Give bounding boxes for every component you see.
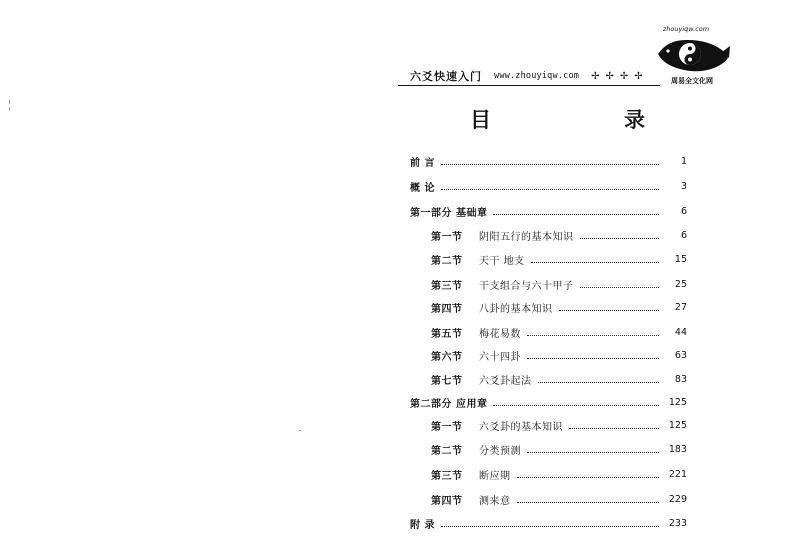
toc-dot-leader [527,451,659,453]
toc-dot-leader [441,525,659,527]
toc-page-number: 221 [668,468,687,480]
toc-entry[interactable] [410,202,687,220]
toc-dot-leader [493,404,659,406]
toc-page-number: 27 [674,301,687,313]
toc-dot-leader [527,334,659,336]
toc-entry[interactable] [431,465,687,483]
toc-dot-leader [493,213,659,215]
toc-entry[interactable] [410,393,687,411]
toc-page-number: 83 [674,373,687,385]
toc-section-number: 第二节 [431,255,463,267]
logo-caption: zhouyiqw.com [662,25,710,33]
toc-entry[interactable] [431,490,687,508]
toc-page-number: 1 [680,155,687,167]
toc-page-number: 229 [668,493,687,505]
toc-entry[interactable] [431,275,687,293]
toc-entry[interactable] [431,323,687,341]
toc-section-number: 第六节 [431,351,463,363]
toc-entry[interactable] [431,298,687,316]
toc-dot-leader [517,476,660,478]
toc-dot-leader [580,237,660,239]
toc-dot-leader [527,357,659,359]
toc-section-number: 第七节 [431,375,463,387]
toc-dot-leader [441,188,659,190]
toc-entry[interactable] [431,250,687,268]
toc-dot-leader [531,261,659,263]
toc-page-number: 25 [674,278,687,290]
toc-label: 概 论 [410,182,435,194]
toc-page-number: 125 [668,419,687,431]
toc-label: 前 言 [410,157,435,169]
toc-section-number: 第二节 [431,445,463,457]
toc-dot-leader [559,309,660,311]
toc-label: 分类预测 [479,445,521,457]
toc-page-number: 6 [680,205,687,217]
toc-dot-leader [538,381,660,383]
toc-page-number: 125 [668,396,687,408]
toc-dot-leader [580,286,660,288]
title-char-2: 录 [624,108,646,132]
toc-page-number: 233 [668,517,687,529]
toc-page-number: 183 [668,443,687,455]
toc-section-number: 第三节 [431,280,463,292]
toc-page-number: 6 [680,229,687,241]
toc-entry[interactable] [431,370,687,388]
toc-page-number: 63 [674,349,687,361]
header-book-title: 六爻快速入门 [410,70,482,83]
toc-section-number: 第四节 [431,495,463,507]
toc-label: 测来意 [479,495,511,507]
toc-label: 第一部分 基础章 [410,207,488,219]
logo-banner: 周易全文化网 [671,77,713,85]
toc-label: 八卦的基本知识 [479,303,553,315]
toc-label: 断应期 [479,470,511,482]
toc-section-number: 第五节 [431,328,463,340]
toc-entry[interactable] [410,177,687,195]
toc-section-number: 第三节 [431,470,463,482]
toc-label: 梅花易数 [479,328,521,340]
toc-section-number: 第一节 [431,421,463,433]
toc-dot-leader [569,427,659,429]
toc-label: 第二部分 应用章 [410,398,488,410]
toc-entry[interactable] [431,226,687,244]
toc-label: 六爻卦的基本知识 [479,421,563,433]
toc-section-number: 第一节 [431,231,463,243]
title-char-1: 目 [470,108,492,132]
toc-section-number: 第四节 [431,303,463,315]
toc-label: 干支组合与六十甲子 [479,280,574,292]
toc-entry[interactable] [410,514,687,532]
toc-page-number: 44 [674,326,687,338]
toc-page-number: 3 [680,180,687,192]
toc-page-number: 15 [674,253,687,265]
toc-dot-leader [441,163,659,165]
toc-label: 六爻卦起法 [479,375,532,387]
header-ornament: ✢✢✢✢ [591,70,649,82]
toc-entry[interactable] [431,346,687,364]
toc-label: 天干 地支 [479,255,525,267]
toc-dot-leader [517,501,660,503]
toc-entry[interactable] [431,416,687,434]
toc-entry[interactable] [410,152,687,170]
header-url[interactable]: www.zhouyiqw.com [494,71,580,81]
toc-label: 阴阳五行的基本知识 [479,231,574,243]
toc-label: 附 录 [410,519,435,531]
toc-label: 六十四卦 [479,351,521,363]
toc-entry[interactable] [431,440,687,458]
